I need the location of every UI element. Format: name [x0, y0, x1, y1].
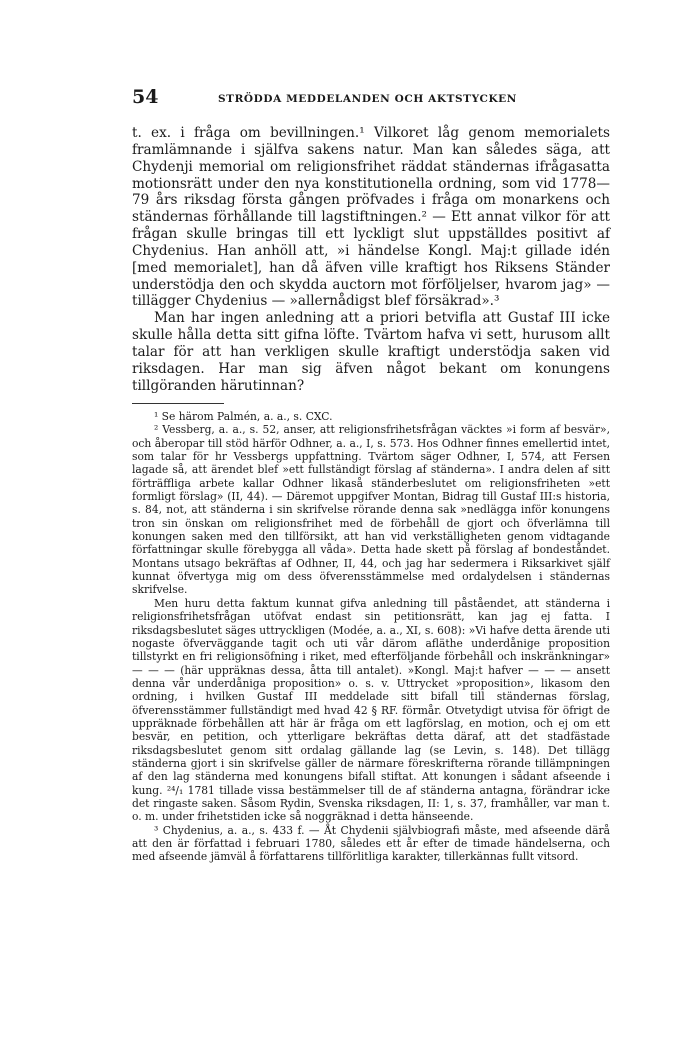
footnote-3: ³ Chydenius, a. a., s. 433 f. — Åt Chydenii självbiografi måste, med afseende därå att den är författad i februari 1780, således ett år efter de timade händelserna, och med afseende jämväl å författarens tillförlitliga karakter, tillerkännas fullt vitsord. [132, 823, 610, 864]
paragraph-1: t. ex. i fråga om bevillningen.¹ Vilkoret låg genom memorialets framlämnande i själfva sakens natur. Man kan således säga, att Chydenji memorial om religionsfrihet räddat ständernas ifrågasatta motionsrätt under den nya konstitutionella ordning, som vid 1778—79 års riksdag första gången pröfvades i fråga om monarkens och ständernas förhållande till lagstiftningen.² — Ett annat vilkor för att frågan skulle bringas till ett lyckligt slut uppställdes positivt af Chydenius. Han anhöll att, »i händelse Kongl. Maj:t gillade idén [med memorialet], han då äfven ville kraftigt hos Riksens Ständer understödja den och skydda auctorn mot förföljelser, hvarom jag» — tillägger Chydenius — »allernådigst blef försäkrad».³ [132, 125, 610, 310]
running-head: STRÖDDA MEDDELANDEN OCH AKTSTYCKEN [218, 93, 517, 105]
footnote-2: ² Vessberg, a. a., s. 52, anser, att religionsfrihetsfrågan väcktes »i form af besvär», och åberopar till stöd härför Odhner, a. a., I, s. 573. Hos Odhner finnes emellertid intet, som talar för hr Vessbergs uppfattning. Tvärtom säger Odhner, I, 574, att Fersen lagade så, att ärendet blef »ett fullständigt förslag af ständerna». I andra delen af sitt förträffliga arbete kallar Odhner likaså ständerbeslutet om religionsfriheten »ett formligt förslag» (II, 44). — Däremot uppgifver Montan, Bidrag till Gustaf III:s historia, s. 84, not, att ständerna i sin skrifvelse rörande denna sak »nedlägga inför konungens tron sin önskan om religionsfrihet med de förbehåll de gjort och öfverlämna till konungen saken med den tillförsikt, att han vid verkställigheten genom vidtagande författningar skulle förebygga all våda». Detta hade skett på förslag af bondeståndet. Montans utsago bekräftas af Odhner, II, 44, och jag har sedermera i Riksarkivet själf kunnat öfvertyga mig om dess öfverensstämmelse med ordalydelsen i ständernas skrifvelse. [132, 423, 610, 597]
footnote-1: ¹ Se härom Palmén, a. a., s. CXC. [154, 410, 333, 423]
footnotes [132, 410, 610, 864]
footnote-rule [132, 403, 224, 404]
paragraph-2: Man har ingen anledning att a priori betvifla att Gustaf III icke skulle hålla detta sitt gifna löfte. Tvärtom hafva vi sett, hurusom allt talar för att han verkligen skulle kraftigt understödja saken vid riksdagen. Har man sig äfven något bekant om konungens tillgöranden härutinnan? [132, 310, 610, 394]
main-text [132, 125, 610, 395]
page-number: 54 [132, 86, 159, 108]
footnote-2-continued: Men huru detta faktum kunnat gifva anledning till påståendet, att ständerna i religionsfrihetsfrågan utöfvat endast sin petitionsrätt, kan jag ej fatta. I riksdagsbeslutet säges uttryckligen (Modée, a. a., XI, s. 608): »Vi hafve detta ärende uti nogaste öfverväggande tagit och uti vår därom afläthe underdånige proposition tillstyrkt en fri religionsöfning i riket, med efterföljande förbehåll och inskränkningar» — — — (här uppräknas dessa, åtta till antalet). »Kongl. Maj:t hafver — — — ansett denna vår underdåniga proposition» o. s. v. Uttrycket »proposition», likasom den ordning, i hvilken Gustaf III meddelade sitt bifall till ständernas förslag, öfverensstämmer fullständigt med hvad 42 § RF. förmår. Otvetydigt utvisa för öfrigt de uppräknade förbehållen att här är fråga om ett lagförslag, en motion, och ej om ett besvär, en petition, och ytterligare bekräftas detta däraf, att det stadfästade riksdagsbeslutet genom sitt ordalag gällande lag (se Levin, s. 148). Det tillägg ständerna gjort i sin skrifvelse gäller de närmare föreskrifterna rörande tillämpningen af den lag ständerna med konungens bifall stiftat. Att konungen i sådant afseende i kung. ²⁴/₁ 1781 tillade vissa bestämmelser till de af ständerna antagna, förändrar icke det ringaste saken. Såsom Rydin, Svenska riksdagen, II: 1, s. 37, framhåller, var man t. o. m. under frihetstiden icke så noggräknad i detta hänseende. [132, 596, 610, 824]
